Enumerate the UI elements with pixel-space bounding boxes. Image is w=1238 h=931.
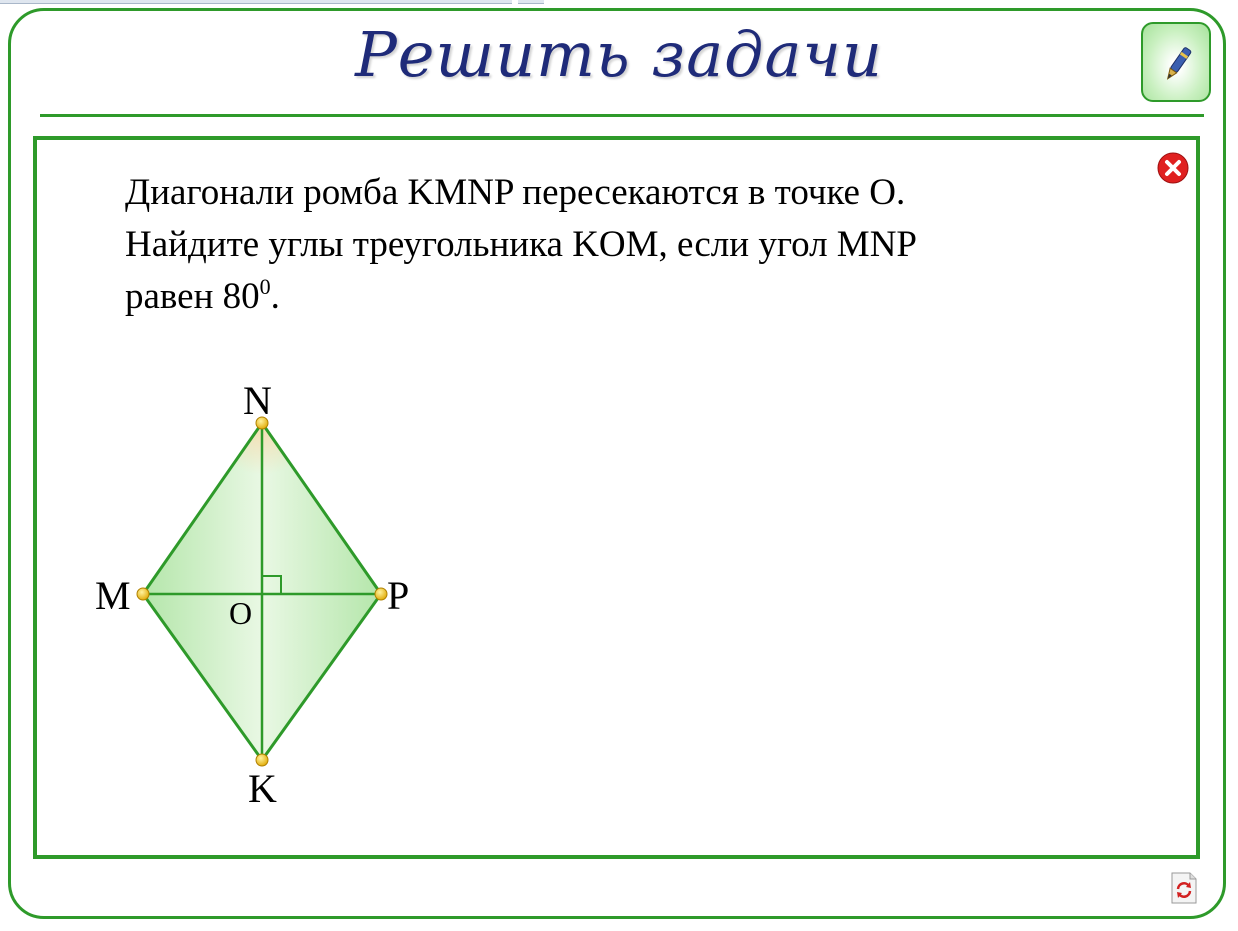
degree-superscript: 0 — [259, 274, 271, 299]
vertex-label-k: K — [248, 766, 277, 811]
page-title: Решить задачи — [355, 18, 883, 91]
vertex-label-p: P — [387, 573, 410, 618]
refresh-button[interactable] — [1170, 872, 1198, 904]
problem-line-3-end: . — [270, 276, 280, 317]
vertex-p-point[interactable] — [375, 588, 387, 600]
vertex-label-n: N — [243, 378, 272, 423]
vertex-label-m: M — [95, 573, 131, 618]
vertex-k-point[interactable] — [256, 754, 268, 766]
vertex-m-point[interactable] — [137, 588, 149, 600]
problem-line-1: Диагонали ромба KMNP пересекаются в точке O. — [125, 172, 906, 213]
problem-line-2: Найдите углы треугольника KOM, если угол MNP — [125, 224, 917, 265]
problem-line-3-text: равен 80 — [125, 276, 260, 317]
center-label-o: O — [229, 595, 253, 631]
refresh-icon — [1170, 872, 1198, 904]
